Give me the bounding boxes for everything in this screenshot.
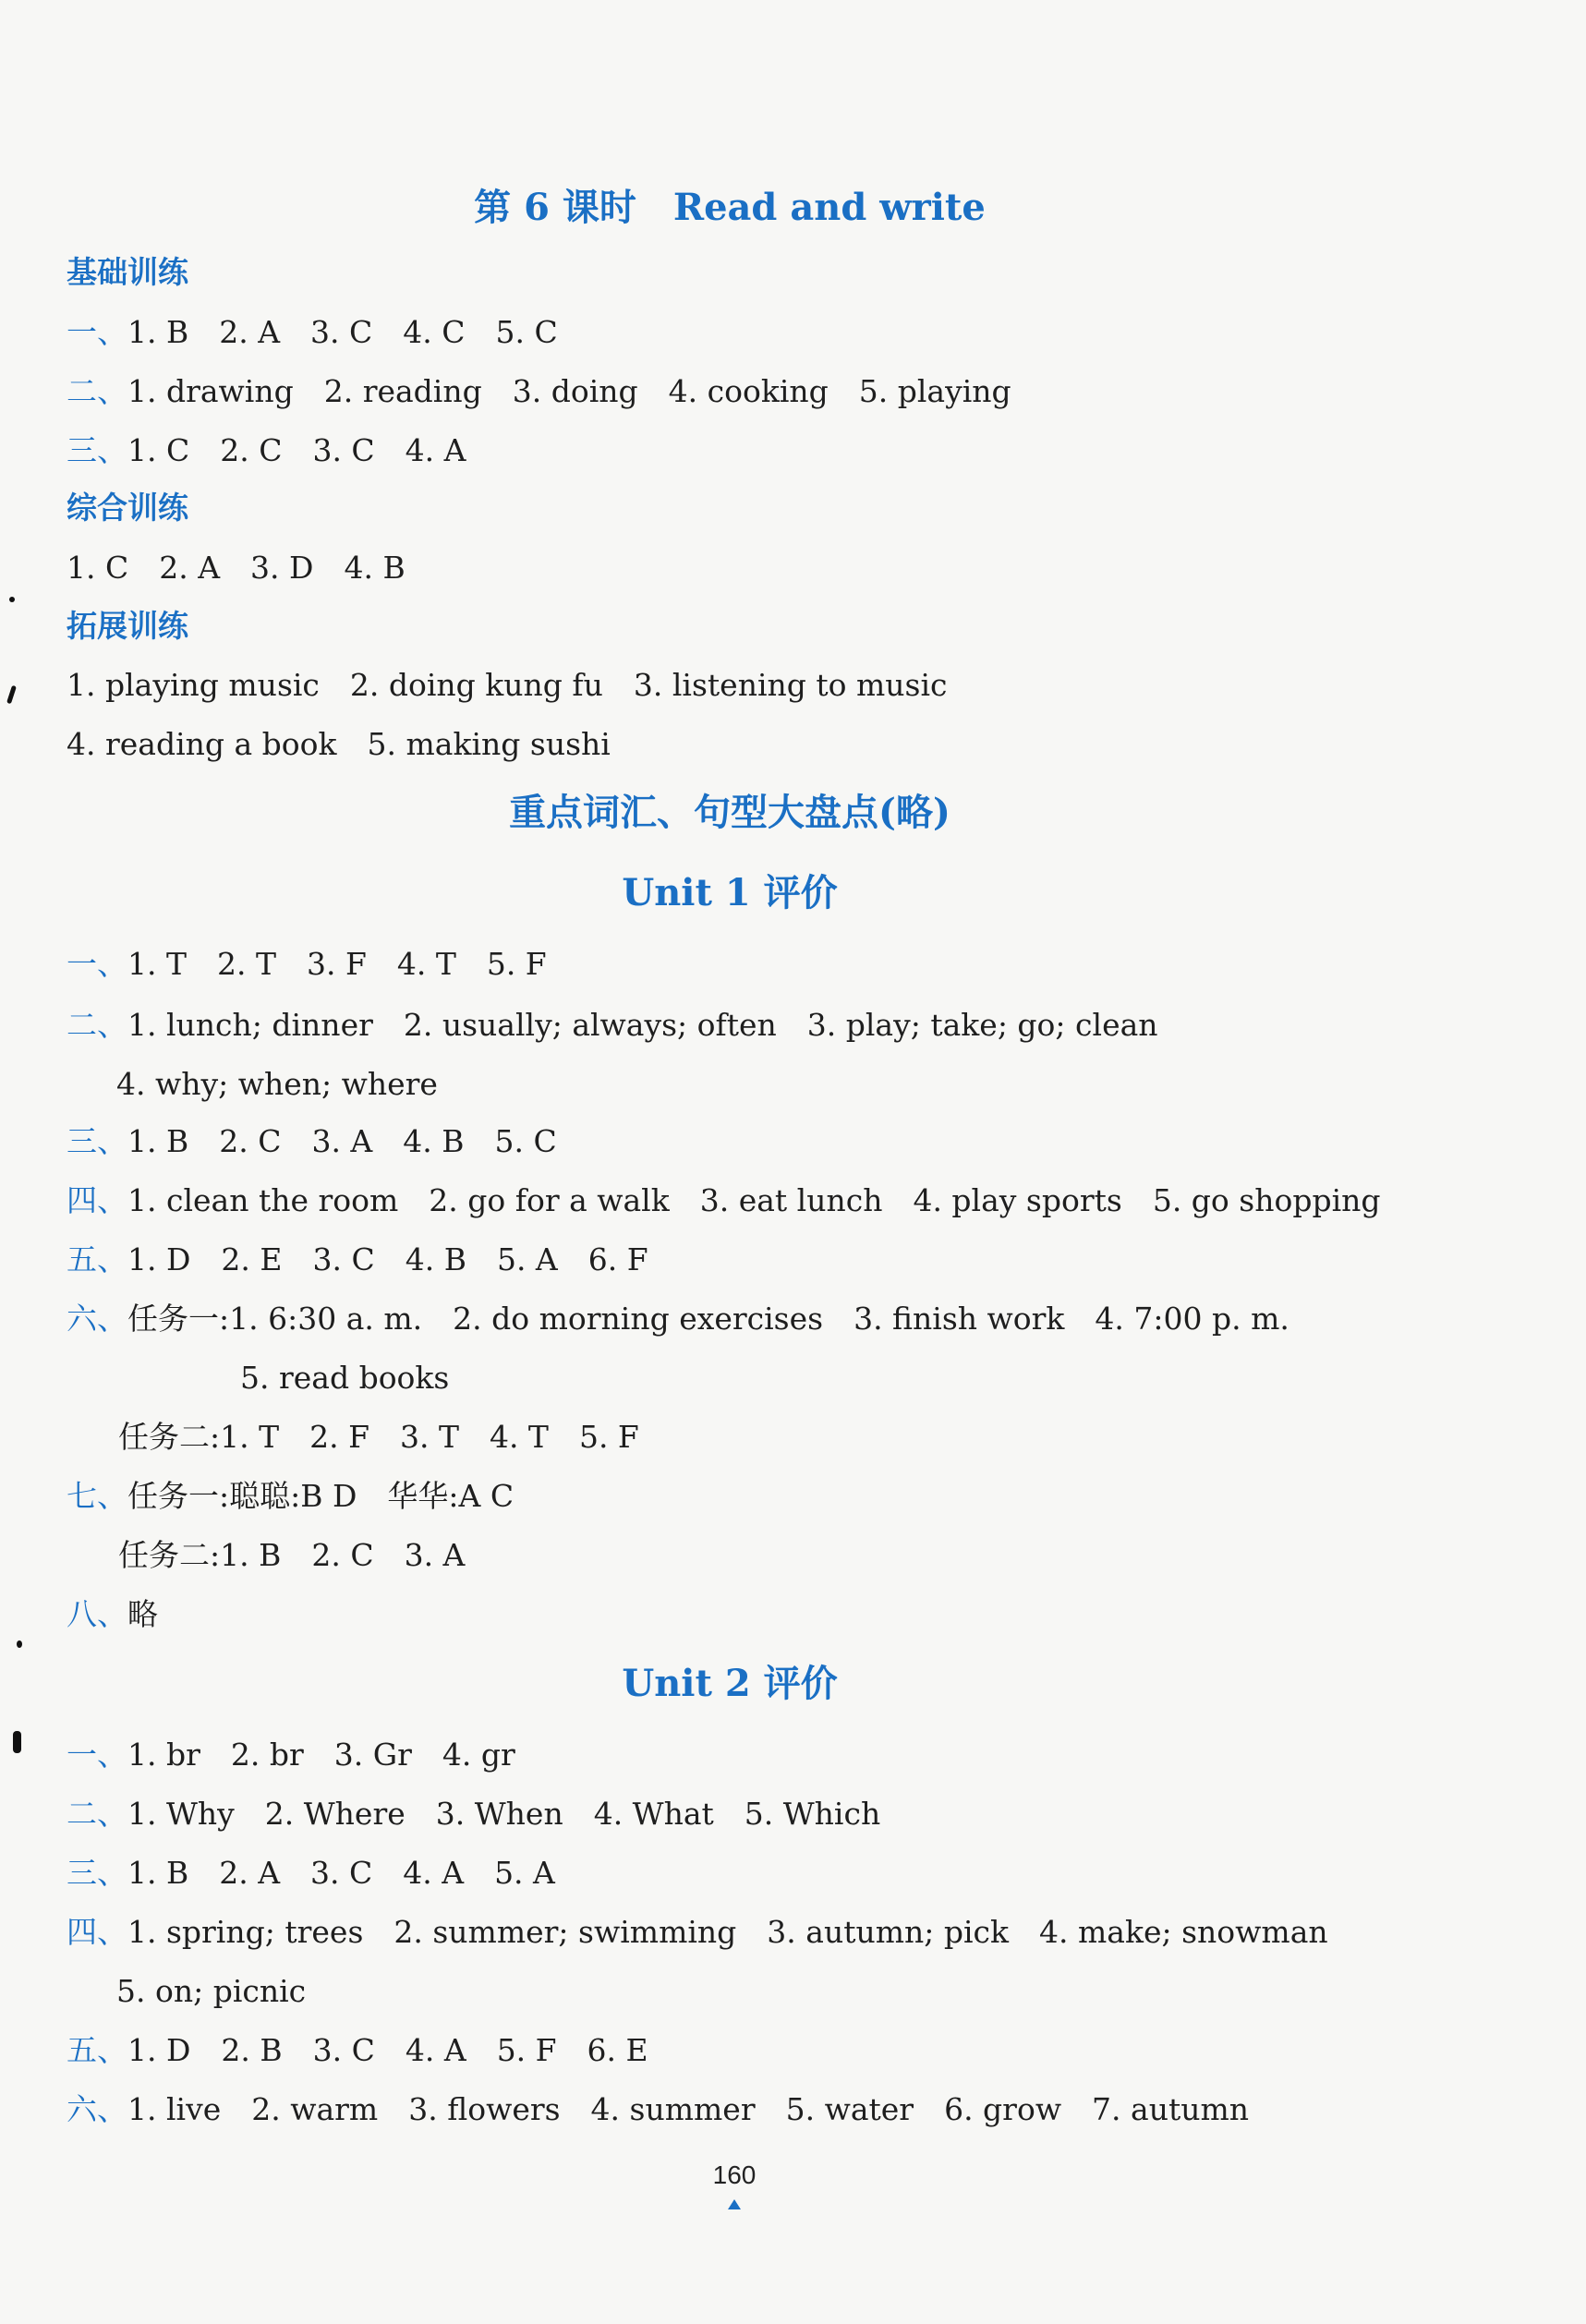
answer-line: 一、1. T 2. T 3. F 4. T 5. F [67, 946, 547, 982]
unit1-title: Unit 1 评价 [622, 871, 838, 914]
answer-line: 一、1. br 2. br 3. Gr 4. gr [67, 1737, 515, 1773]
page-number: 160 [712, 2161, 757, 2189]
answer-line: 1. C 2. A 3. D 4. B [67, 550, 406, 586]
answer-line: 任务二:1. B 2. C 3. A [118, 1537, 466, 1573]
answer-line: 4. reading a book 5. making sushi [67, 726, 611, 762]
answer-line: 七、任务一:聪聪:B D 华华:A C [67, 1478, 515, 1514]
answer-line: 4. why; when; where [116, 1066, 438, 1102]
lesson6-title: 第 6 课时 Read and write [474, 186, 986, 229]
answer-line: 四、1. clean the room 2. go for a walk 3. eat lunch 4. play sports 5. go shopping [67, 1182, 1381, 1218]
scan-speck [6, 685, 17, 705]
answer-line: 六、任务一:1. 6:30 a. m. 2. do morning exercises 3. finish work 4. 7:00 p. m. [67, 1301, 1289, 1337]
answer-line: 二、1. lunch; dinner 2. usually; always; often 3. play; take; go; clean [67, 1007, 1158, 1043]
scan-speck [9, 597, 15, 602]
answer-line: 任务二:1. T 2. F 3. T 4. T 5. F [118, 1419, 639, 1455]
section-comprehensive-training: 综合训练 [67, 490, 188, 526]
answer-line: 二、1. Why 2. Where 3. When 4. What 5. Which [67, 1796, 881, 1832]
answer-line: 三、1. B 2. C 3. A 4. B 5. C [67, 1123, 557, 1159]
answer-line: 二、1. drawing 2. reading 3. doing 4. cooking 5. playing [67, 373, 1011, 409]
scan-speck [13, 1731, 21, 1753]
answer-line: 五、1. D 2. B 3. C 4. A 5. F 6. E [67, 2032, 648, 2068]
unit2-title: Unit 2 评价 [622, 1662, 838, 1705]
answer-line: 三、1. B 2. A 3. C 4. A 5. A [67, 1855, 555, 1891]
answer-line: 5. read books [240, 1360, 450, 1396]
page-marker-triangle-icon [728, 2199, 741, 2209]
answer-line: 八、略 [67, 1596, 158, 1632]
section-basic-training: 基础训练 [67, 254, 188, 290]
answer-line: 一、1. B 2. A 3. C 4. C 5. C [67, 314, 558, 350]
answer-line: 六、1. live 2. warm 3. flowers 4. summer 5. water 6. grow 7. autumn [67, 2091, 1250, 2127]
section-extension-training: 拓展训练 [67, 608, 188, 644]
answer-line: 1. playing music 2. doing kung fu 3. listening to music [67, 667, 948, 703]
answer-line: 5. on; picnic [116, 1973, 307, 2009]
answer-line: 五、1. D 2. E 3. C 4. B 5. A 6. F [67, 1241, 648, 1277]
answer-line: 四、1. spring; trees 2. summer; swimming 3. autumn; pick 4. make; snowman [67, 1914, 1328, 1950]
vocab-title: 重点词汇、句型大盘点(略) [509, 791, 950, 834]
scan-speck [17, 1640, 22, 1648]
answer-line: 三、1. C 2. C 3. C 4. A [67, 432, 466, 468]
